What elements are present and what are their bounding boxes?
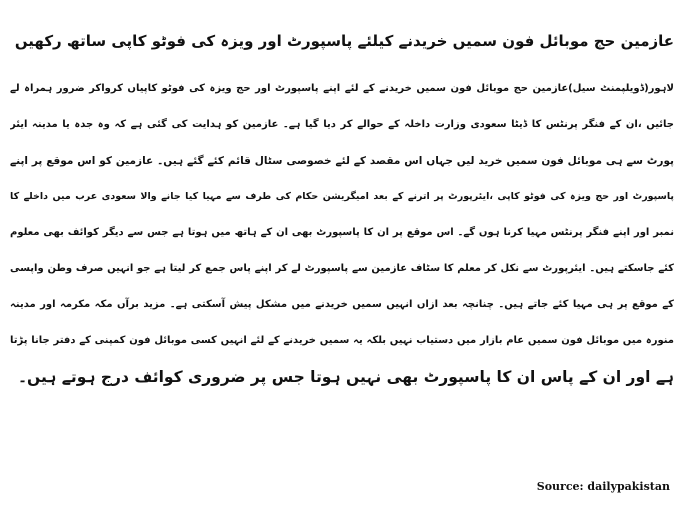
article-body [10,74,674,398]
article-line: منورہ میں موبائل فون سمیں عام بازار میں دستیاب نہیں بلکہ یہ سمیں خریدنے کے لئے انہیں کسی موبائل فون کمپنی کے دفتر جانا پڑتا [10,335,674,346]
article-line: پورٹ سے ہی موبائل فون سمیں خرید لیں جہاں اس مقصد کے لئے خصوصی سٹال قائم کئے گئے ہیں۔ عازمین کو اس موقع پر اپنے [10,155,674,167]
article-line: کے موقع پر ہی مہیا کئے جاتے ہیں۔ چنانچہ بعد ازاں انہیں سمیں خریدنے میں مشکل پیش آسکتی ہے۔ مزید برآں مکہ مکرمہ اور مدینہ [10,299,674,310]
article-line: پاسپورٹ اور حج ویزہ کی فوٹو کاپی ،ایئرپورٹ پر اترنے کے بعد امیگریشن حکام کی طرف سے مہیا کیا جانے والا سعودی عرب میں داخلے کا [10,191,674,202]
article-line: کئے جاسکتے ہیں۔ ایئرپورٹ سے نکل کر معلم کا سٹاف عازمین سے پاسپورٹ لے کر اپنے پاس جمع کر لیتا ہے جو انہیں صرف وطن واپسی [10,263,674,274]
article-line: نمبر اور اپنے فنگر پرنٹس مہیا کرنا ہوں گے۔ اس موقع پر ان کا پاسپورٹ بھی ان کے ہاتھ میں ہوتا ہے جس سے دیگر کوائف بھی معلوم [10,227,674,238]
article-headline: عازمین حج موبائل فون سمیں خریدنے کیلئے پاسپورٹ اور ویزہ کی فوٹو کاپی ساتھ رکھیں [14,32,674,50]
article-line: ہے اور ان کے پاس ان کا پاسپورٹ بھی نہیں ہوتا جس پر ضروری کوائف درج ہوتے ہیں۔ [17,368,674,386]
article-line: لاہور(ڈویلپمنٹ سیل)عازمین حج موبائل فون سمیں خریدنے کے لئے اپنے پاسپورٹ اور حج ویزہ کی فوٹو کاپیاں کرواکر ضرور ہمراہ لے [10,83,674,94]
source-credit: Source: dailypakistan [536,480,670,493]
news-article [10,0,674,520]
article-line: جائیں ،ان کے فنگر پرنٹس کا ڈیٹا سعودی وزارت داخلہ کے حوالے کر دیا گیا ہے۔ عازمین کو ہدایت کی گئی ہے کہ وہ جدہ یا مدینہ ایئر [10,119,674,130]
